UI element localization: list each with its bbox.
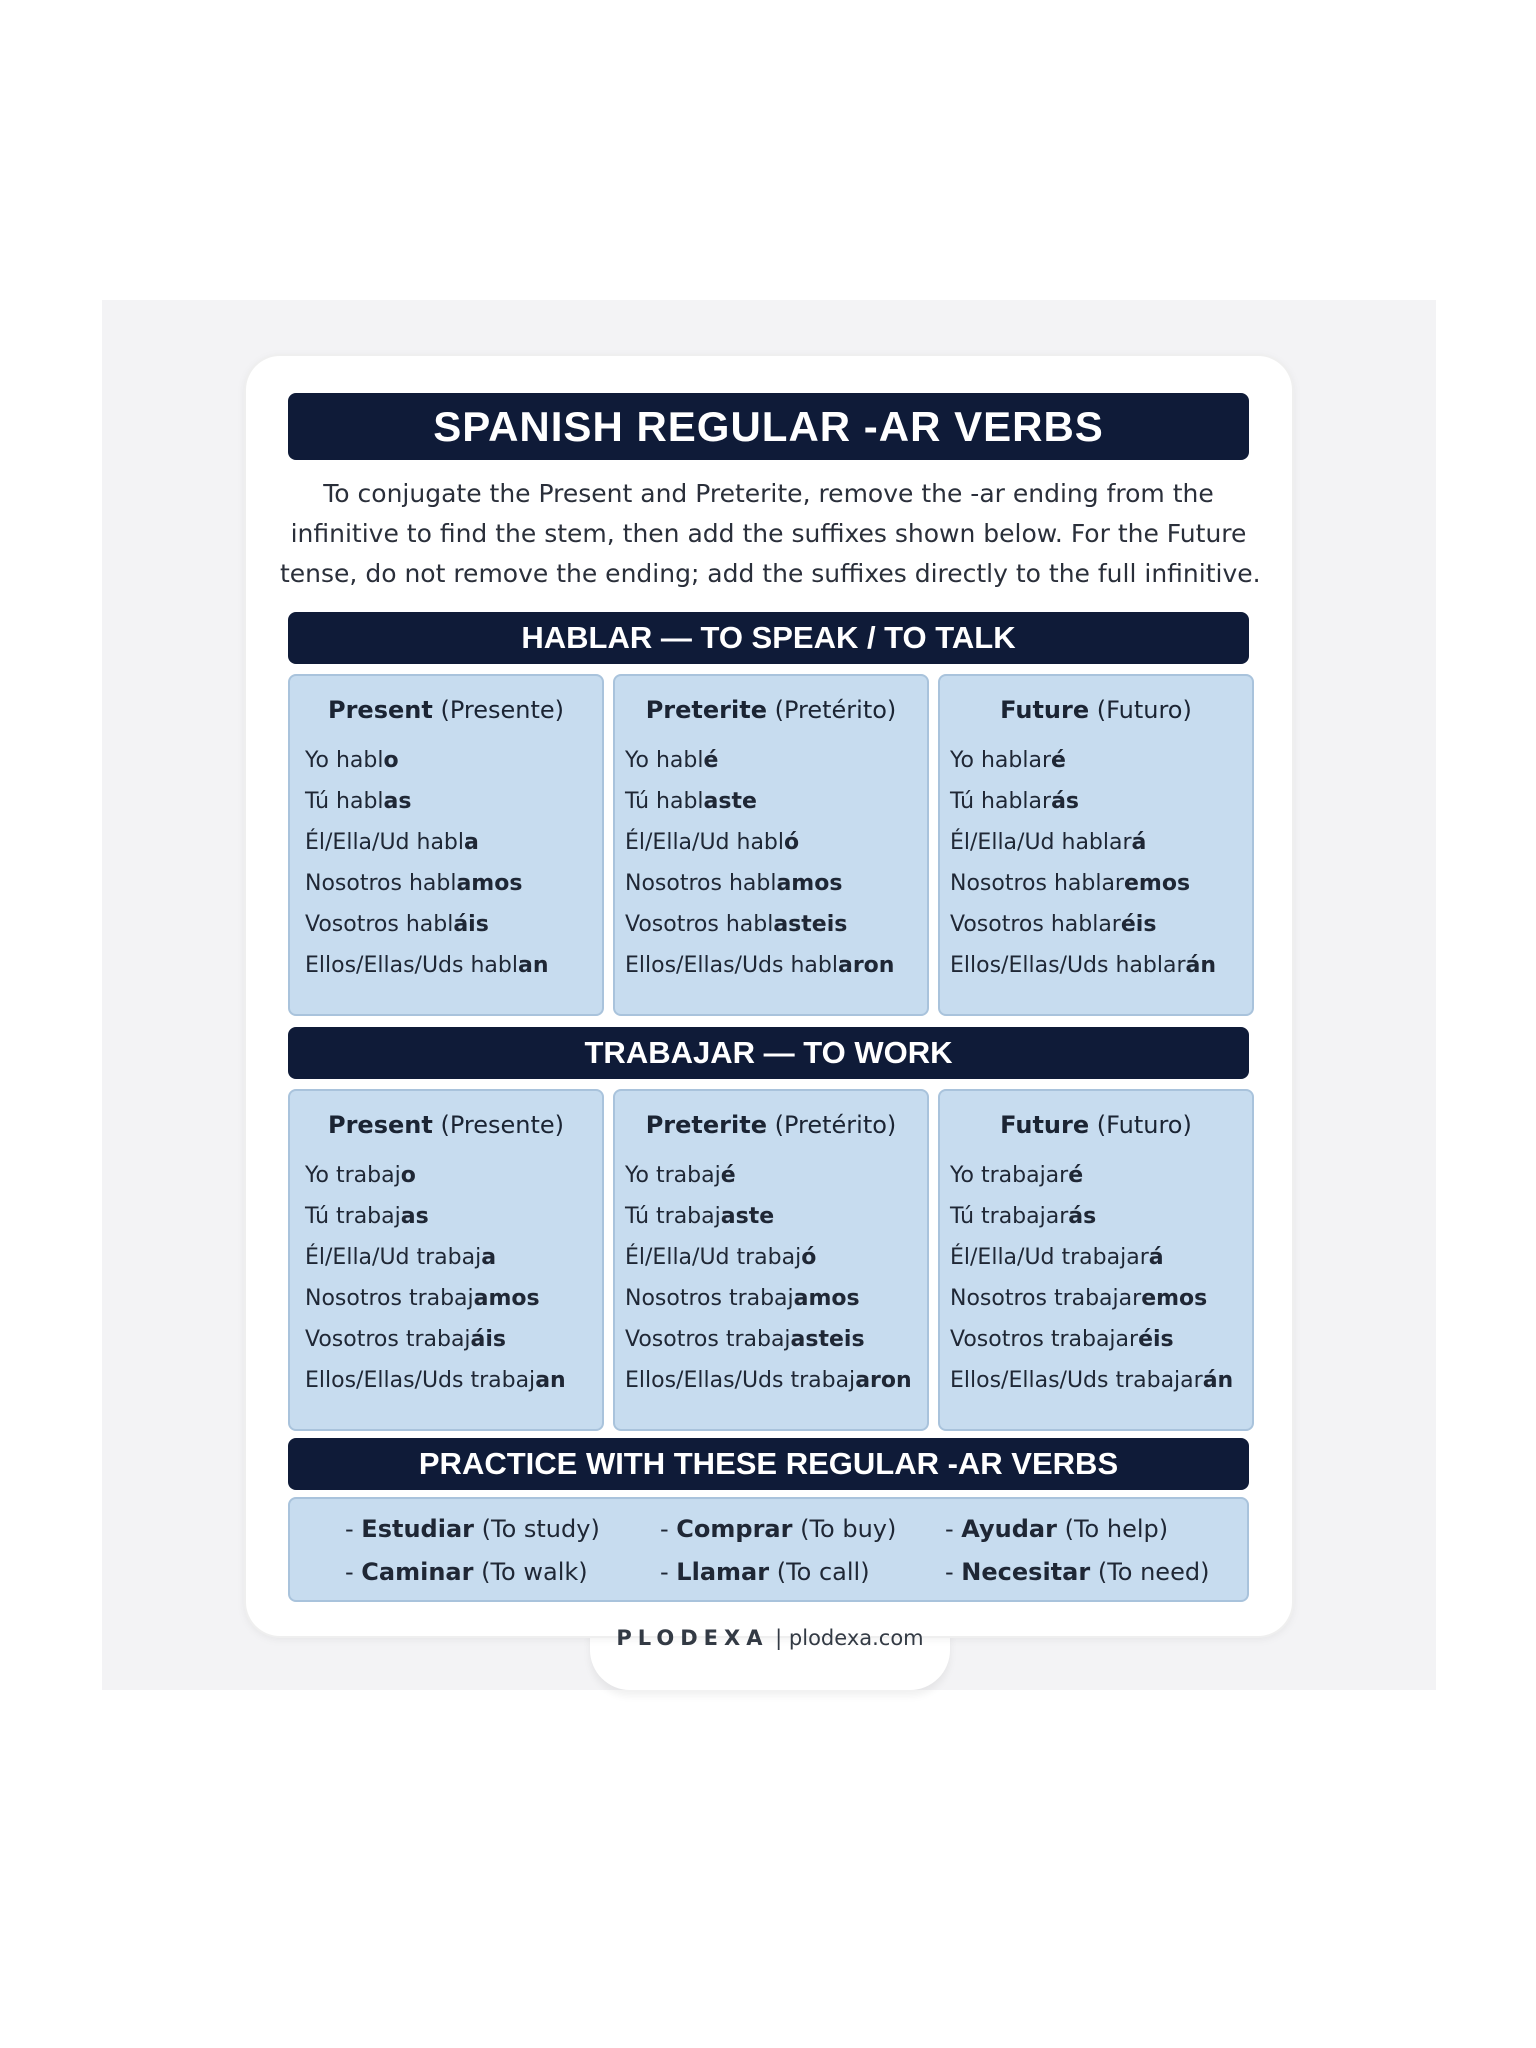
- brand-name: PLODEXA: [616, 1626, 769, 1650]
- practice-item: [345, 1515, 600, 1543]
- footer-separator: |: [775, 1626, 789, 1650]
- conjugation-line: [305, 1327, 506, 1352]
- conjugation-stem: Tú trabaj: [625, 1204, 721, 1229]
- practice-verb: Ayudar: [961, 1515, 1057, 1543]
- practice-meaning: (To walk): [481, 1558, 588, 1586]
- conjugation-line: [305, 748, 399, 773]
- page-title: SPANISH REGULAR -AR VERBS: [288, 393, 1249, 460]
- practice-item: [945, 1515, 1168, 1543]
- conjugation-suffix: ás: [1051, 789, 1080, 814]
- conjugation-stem: Nosotros trabajar: [950, 1286, 1142, 1311]
- conjugation-line: [625, 912, 847, 937]
- section-heading: TRABAJAR — TO WORK: [288, 1027, 1249, 1079]
- conjugation-stem: Vosotros hablar: [950, 912, 1121, 937]
- conjugation-suffix: o: [383, 748, 399, 773]
- page-background-top: [102, 0, 1436, 300]
- conjugation-line: [950, 912, 1156, 937]
- tense-box: [288, 674, 604, 1016]
- conjugation-line: [625, 871, 842, 896]
- conjugation-suffix: éis: [1138, 1327, 1174, 1352]
- conjugation-suffix: an: [517, 953, 549, 978]
- practice-bullet: -: [945, 1558, 962, 1586]
- conjugation-line: [625, 1204, 774, 1229]
- conjugation-stem: Él/Ella/Ud trabajar: [950, 1245, 1149, 1270]
- conjugation-line: [305, 1286, 540, 1311]
- tense-name: Future: [1000, 696, 1090, 724]
- conjugation-stem: Nosotros hablar: [950, 871, 1124, 896]
- tense-heading: [290, 696, 602, 724]
- conjugation-stem: Él/Ella/Ud trabaj: [305, 1245, 482, 1270]
- conjugation-stem: Tú habl: [305, 789, 384, 814]
- conjugation-stem: Vosotros trabajar: [950, 1327, 1139, 1352]
- conjugation-stem: Vosotros habl: [625, 912, 774, 937]
- tense-native-name: (Presente): [440, 1111, 564, 1139]
- practice-meaning: (To help): [1064, 1515, 1169, 1543]
- conjugation-suffix: é: [720, 1163, 736, 1188]
- tense-box: [938, 674, 1254, 1016]
- conjugation-line: [625, 1286, 860, 1311]
- conjugation-line: [305, 1204, 429, 1229]
- footer: [590, 1626, 950, 1650]
- conjugation-suffix: á: [1131, 830, 1147, 855]
- tense-heading: [615, 696, 927, 724]
- conjugation-stem: Tú hablar: [950, 789, 1052, 814]
- practice-bullet: -: [660, 1558, 677, 1586]
- practice-box: [288, 1497, 1249, 1602]
- conjugation-line: [950, 1286, 1207, 1311]
- conjugation-suffix: é: [703, 748, 719, 773]
- conjugation-stem: Yo trabaj: [305, 1163, 401, 1188]
- intro-line: infinitive to find the stem, then add the suffixes shown below. For the Future: [290, 519, 1247, 548]
- practice-item: [660, 1515, 896, 1543]
- conjugation-stem: Él/Ella/Ud hablar: [950, 830, 1132, 855]
- conjugation-stem: Nosotros habl: [305, 871, 457, 896]
- conjugation-stem: Tú trabajar: [950, 1204, 1069, 1229]
- conjugation-stem: Yo hablar: [950, 748, 1051, 773]
- conjugation-line: [950, 1368, 1233, 1393]
- conjugation-suffix: an: [535, 1368, 566, 1393]
- practice-item: [345, 1558, 588, 1586]
- conjugation-suffix: ás: [1068, 1204, 1097, 1229]
- tense-name: Future: [1000, 1111, 1090, 1139]
- conjugation-stem: Ellos/Ellas/Uds trabajar: [950, 1368, 1203, 1393]
- conjugation-line: [625, 1368, 912, 1393]
- conjugation-line: [950, 1327, 1174, 1352]
- conjugation-line: [950, 789, 1079, 814]
- conjugation-line: [305, 871, 522, 896]
- conjugation-line: [305, 1163, 416, 1188]
- conjugation-line: [305, 830, 479, 855]
- conjugation-stem: Vosotros trabaj: [305, 1327, 471, 1352]
- practice-bullet: -: [945, 1515, 962, 1543]
- tense-name: Present: [327, 696, 433, 724]
- conjugation-suffix: a: [464, 830, 479, 855]
- conjugation-line: [625, 830, 799, 855]
- conjugation-suffix: emos: [1123, 871, 1191, 896]
- conjugation-line: [950, 953, 1216, 978]
- conjugation-suffix: as: [400, 1204, 429, 1229]
- conjugation-line: [305, 1245, 496, 1270]
- conjugation-stem: Ellos/Ellas/Uds trabaj: [625, 1368, 856, 1393]
- conjugation-line: [625, 748, 718, 773]
- conjugation-suffix: é: [1068, 1163, 1084, 1188]
- conjugation-line: [305, 912, 489, 937]
- tense-native-name: (Presente): [440, 696, 564, 724]
- conjugation-suffix: áis: [453, 912, 489, 937]
- practice-bullet: -: [345, 1558, 362, 1586]
- brand-url[interactable]: plodexa.com: [788, 1626, 924, 1650]
- section-heading: HABLAR — TO SPEAK / TO TALK: [288, 612, 1249, 664]
- practice-meaning: (To buy): [800, 1515, 897, 1543]
- conjugation-stem: Ellos/Ellas/Uds habl: [625, 953, 838, 978]
- conjugation-line: [950, 830, 1146, 855]
- tense-heading: [940, 696, 1252, 724]
- practice-verb: Necesitar: [961, 1558, 1091, 1586]
- practice-verb: Llamar: [676, 1558, 770, 1586]
- tense-box: [938, 1089, 1254, 1431]
- conjugation-suffix: o: [400, 1163, 416, 1188]
- conjugation-line: [305, 1368, 566, 1393]
- practice-item: [660, 1558, 870, 1586]
- tense-name: Present: [327, 1111, 433, 1139]
- conjugation-line: [305, 953, 548, 978]
- conjugation-stem: Yo trabajar: [950, 1163, 1069, 1188]
- conjugation-line: [305, 789, 412, 814]
- practice-bullet: -: [660, 1515, 677, 1543]
- conjugation-line: [625, 789, 757, 814]
- conjugation-stem: Él/Ella/Ud habl: [625, 830, 785, 855]
- conjugation-suffix: aste: [720, 1204, 775, 1229]
- conjugation-line: [625, 1245, 816, 1270]
- conjugation-stem: Vosotros trabaj: [625, 1327, 791, 1352]
- conjugation-line: [950, 748, 1066, 773]
- practice-heading: PRACTICE WITH THESE REGULAR -AR VERBS: [288, 1438, 1249, 1490]
- conjugation-line: [950, 1204, 1096, 1229]
- practice-meaning: (To call): [776, 1558, 870, 1586]
- conjugation-suffix: ó: [801, 1245, 817, 1270]
- conjugation-line: [950, 871, 1190, 896]
- conjugation-stem: Él/Ella/Ud habl: [305, 830, 465, 855]
- conjugation-line: [625, 1327, 865, 1352]
- conjugation-stem: Tú habl: [625, 789, 704, 814]
- practice-bullet: -: [345, 1515, 362, 1543]
- conjugation-suffix: aste: [703, 789, 757, 814]
- practice-verb: Estudiar: [361, 1515, 474, 1543]
- conjugation-suffix: án: [1185, 953, 1217, 978]
- conjugation-stem: Ellos/Ellas/Uds hablar: [950, 953, 1186, 978]
- conjugation-suffix: éis: [1120, 912, 1157, 937]
- conjugation-suffix: emos: [1141, 1286, 1208, 1311]
- tense-heading: [940, 1111, 1252, 1139]
- conjugation-stem: Yo habl: [625, 748, 704, 773]
- tense-native-name: (Futuro): [1096, 696, 1192, 724]
- conjugation-suffix: amos: [456, 871, 523, 896]
- tense-native-name: (Pretérito): [774, 696, 897, 724]
- tense-box: [288, 1089, 604, 1431]
- conjugation-suffix: é: [1051, 748, 1066, 773]
- conjugation-stem: Yo trabaj: [625, 1163, 721, 1188]
- conjugation-stem: Yo habl: [305, 748, 384, 773]
- conjugation-stem: Él/Ella/Ud trabaj: [625, 1245, 802, 1270]
- practice-meaning: (To study): [481, 1515, 600, 1543]
- tense-native-name: (Futuro): [1096, 1111, 1192, 1139]
- conjugation-stem: Nosotros trabaj: [625, 1286, 794, 1311]
- tense-box: [613, 674, 929, 1016]
- conjugation-suffix: án: [1202, 1368, 1234, 1393]
- conjugation-suffix: asteis: [773, 912, 848, 937]
- conjugation-suffix: á: [1148, 1245, 1164, 1270]
- intro-line: tense, do not remove the ending; add the suffixes directly to the full infinitive.: [280, 559, 1261, 588]
- conjugation-suffix: amos: [793, 1286, 860, 1311]
- conjugation-suffix: aron: [837, 953, 895, 978]
- conjugation-line: [950, 1163, 1083, 1188]
- tense-heading: [615, 1111, 927, 1139]
- conjugation-stem: Nosotros habl: [625, 871, 777, 896]
- practice-meaning: (To need): [1097, 1558, 1210, 1586]
- tense-native-name: (Pretérito): [774, 1111, 897, 1139]
- conjugation-suffix: asteis: [790, 1327, 865, 1352]
- practice-item: [945, 1558, 1209, 1586]
- conjugation-suffix: as: [383, 789, 412, 814]
- practice-verb: Caminar: [361, 1558, 474, 1586]
- intro-line: To conjugate the Present and Preterite, remove the -ar ending from the: [323, 479, 1214, 508]
- conjugation-line: [625, 953, 894, 978]
- conjugation-stem: Vosotros habl: [305, 912, 454, 937]
- practice-verb: Comprar: [676, 1515, 793, 1543]
- conjugation-stem: Ellos/Ellas/Uds trabaj: [305, 1368, 536, 1393]
- tense-box: [613, 1089, 929, 1431]
- conjugation-stem: Nosotros trabaj: [305, 1286, 474, 1311]
- tense-name: Preterite: [645, 696, 767, 724]
- conjugation-suffix: amos: [473, 1286, 540, 1311]
- conjugation-suffix: a: [481, 1245, 497, 1270]
- conjugation-suffix: ó: [784, 830, 800, 855]
- conjugation-suffix: amos: [776, 871, 843, 896]
- tense-heading: [290, 1111, 602, 1139]
- conjugation-line: [950, 1245, 1164, 1270]
- tense-name: Preterite: [645, 1111, 767, 1139]
- conjugation-suffix: aron: [855, 1368, 912, 1393]
- conjugation-stem: Ellos/Ellas/Uds habl: [305, 953, 518, 978]
- intro-text: [280, 474, 1261, 594]
- conjugation-suffix: áis: [470, 1327, 507, 1352]
- conjugation-stem: Tú trabaj: [305, 1204, 401, 1229]
- conjugation-line: [625, 1163, 736, 1188]
